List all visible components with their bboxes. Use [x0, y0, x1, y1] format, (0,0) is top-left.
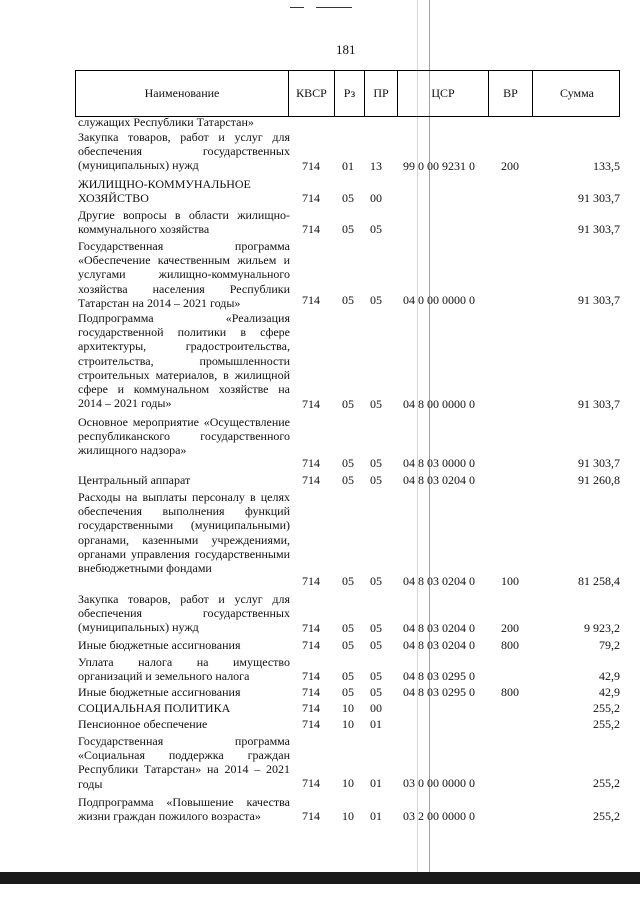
- row-sum: 79,2: [599, 637, 620, 652]
- scan-mark: [290, 7, 304, 8]
- row-sum: 255,2: [593, 808, 620, 823]
- header-csr: ЦСР: [398, 71, 489, 116]
- row-kvsr: 714: [302, 573, 320, 588]
- row-name: Центральный аппарат: [78, 473, 191, 487]
- row-sum: 91 303,7: [578, 190, 620, 205]
- row-rz: 05: [342, 620, 354, 635]
- row-rz: 05: [342, 637, 354, 652]
- row-sum: 42,9: [599, 668, 620, 683]
- row-pr: 01: [370, 716, 382, 731]
- row-rz: 05: [342, 668, 354, 683]
- row-rz: 10: [342, 775, 354, 790]
- row-sum: 255,2: [593, 716, 620, 731]
- header-vr: ВР: [489, 71, 533, 116]
- header-sum: Сумма: [560, 86, 594, 100]
- row-name: Расходы на выплаты персоналу в целях обеспечения выполнения функций государственными (муниципальными) органами, казенными учреждениями, органами управления государственными внебюджетными фондами: [78, 490, 290, 576]
- row-pr: 05: [370, 396, 382, 411]
- row-csr: 04 8 03 0204 0: [403, 637, 475, 652]
- row-vr: 100: [501, 573, 519, 588]
- header-pr: ПР: [365, 71, 398, 116]
- row-rz: 05: [342, 455, 354, 470]
- row-pr: 01: [370, 775, 382, 790]
- row-kvsr: 714: [302, 158, 320, 173]
- row-sum: 9 923,2: [584, 620, 620, 635]
- row-kvsr: 714: [302, 455, 320, 470]
- table-header: [75, 70, 620, 117]
- table-row: [75, 490, 620, 588]
- row-csr: 04 8 03 0295 0: [403, 684, 475, 699]
- row-csr: 04 8 03 0000 0: [403, 455, 475, 470]
- row-vr: 200: [501, 158, 519, 173]
- row-csr: 04 0 00 0000 0: [403, 292, 475, 307]
- row-pr: 00: [370, 700, 382, 715]
- row-csr: 03 0 00 0000 0: [403, 775, 475, 790]
- scan-mark: [316, 7, 352, 8]
- row-pr: 05: [370, 455, 382, 470]
- row-pr: 05: [370, 637, 382, 652]
- row-pr: 05: [370, 573, 382, 588]
- table-row: [75, 717, 620, 731]
- row-rz: 05: [342, 190, 354, 205]
- row-name: Уплата налога на имущество организаций и земельного налога: [78, 655, 290, 684]
- row-rz: 05: [342, 221, 354, 236]
- row-sum: 91 303,7: [578, 221, 620, 236]
- row-name: служащих Республики Татарстан»: [78, 115, 254, 129]
- row-sum: 91 303,7: [578, 396, 620, 411]
- row-name: Основное мероприятие «Осуществление республиканского государственного жилищного надзора»: [78, 415, 290, 458]
- table-row: [75, 115, 620, 129]
- row-name: Государственная программа «Обеспечение качественным жильем и услугами жилищно-коммунального хозяйства населения Республики Татарстан на 2014 – 2021 годы»: [78, 239, 290, 310]
- row-name: СОЦИАЛЬНАЯ ПОЛИТИКА: [78, 701, 231, 715]
- row-kvsr: 714: [302, 472, 320, 487]
- row-vr: 200: [501, 620, 519, 635]
- table-row: [75, 130, 620, 173]
- table-row: [75, 177, 620, 205]
- row-csr: 04 8 03 0204 0: [403, 620, 475, 635]
- header-kvsr: КВСР: [289, 71, 335, 116]
- table-row: [75, 208, 620, 236]
- row-csr: 04 8 03 0204 0: [403, 472, 475, 487]
- row-pr: 05: [370, 668, 382, 683]
- table-row: [75, 473, 620, 487]
- row-name: Иные бюджетные ассигнования: [78, 685, 241, 699]
- row-rz: 05: [342, 573, 354, 588]
- row-kvsr: 714: [302, 775, 320, 790]
- row-pr: 05: [370, 620, 382, 635]
- row-kvsr: 714: [302, 292, 320, 307]
- row-sum: 42,9: [599, 684, 620, 699]
- row-sum: 91 303,7: [578, 292, 620, 307]
- row-rz: 05: [342, 684, 354, 699]
- table-row: [75, 685, 620, 699]
- row-kvsr: 714: [302, 190, 320, 205]
- row-name: Другие вопросы в области жилищно-коммунального хозяйства: [78, 208, 290, 237]
- row-sum: 91 303,7: [578, 455, 620, 470]
- header-name: Наименование: [76, 71, 289, 116]
- row-name: Государственная программа «Социальная поддержка граждан Республики Татарстан» на 2014 – 2021 годы: [78, 734, 290, 791]
- row-pr: 01: [370, 808, 382, 823]
- row-name: Подпрограмма «Реализация государственной политики в сфере архитектуры, градостроительства, строительства, промышленности строительных материалов, в жилищной сфере и коммунальном хозяйстве на 2014 – 2021 годы»: [78, 311, 290, 411]
- row-name: Подпрограмма «Повышение качества жизни граждан пожилого возраста»: [78, 795, 290, 824]
- row-sum: 133,5: [593, 158, 620, 173]
- table-row: [75, 795, 620, 823]
- row-csr: 04 8 00 0000 0: [403, 396, 475, 411]
- row-sum: 91 260,8: [578, 472, 620, 487]
- table-row: [75, 734, 620, 790]
- scan-border: [0, 872, 640, 884]
- row-pr: 05: [370, 684, 382, 699]
- table-row: [75, 638, 620, 652]
- row-kvsr: 714: [302, 700, 320, 715]
- row-pr: 05: [370, 472, 382, 487]
- row-kvsr: 714: [302, 668, 320, 683]
- row-name: Иные бюджетные ассигнования: [78, 638, 241, 652]
- row-rz: 01: [342, 158, 354, 173]
- table-row: [75, 592, 620, 635]
- row-rz: 05: [342, 292, 354, 307]
- row-rz: 10: [342, 700, 354, 715]
- row-csr: 04 8 03 0204 0: [403, 573, 475, 588]
- row-csr: 03 2 00 0000 0: [403, 808, 475, 823]
- row-kvsr: 714: [302, 684, 320, 699]
- row-csr: 99 0 00 9231 0: [403, 158, 475, 173]
- table-row: [75, 655, 620, 683]
- row-name: Закупка товаров, работ и услуг для обеспечения государственных (муниципальных) нужд: [78, 592, 290, 635]
- row-pr: 13: [370, 158, 382, 173]
- page-margin: [0, 884, 640, 905]
- row-kvsr: 714: [302, 716, 320, 731]
- row-name: Пенсионное обеспечение: [78, 717, 208, 731]
- row-name: Закупка товаров, работ и услуг для обеспечения государственных (муниципальных) нужд: [78, 130, 290, 173]
- row-name: ЖИЛИЩНО-КОММУНАЛЬНОЕ ХОЗЯЙСТВО: [78, 177, 251, 206]
- table-row: [75, 311, 620, 411]
- table-row: [75, 415, 620, 470]
- row-rz: 10: [342, 808, 354, 823]
- row-sum: 81 258,4: [578, 573, 620, 588]
- row-rz: 05: [342, 472, 354, 487]
- row-sum: 255,2: [593, 700, 620, 715]
- row-csr: 04 8 03 0295 0: [403, 668, 475, 683]
- header-rz: Рз: [335, 71, 365, 116]
- row-pr: 05: [370, 221, 382, 236]
- row-vr: 800: [501, 684, 519, 699]
- page-number: 181: [336, 42, 356, 57]
- row-kvsr: 714: [302, 221, 320, 236]
- row-rz: 10: [342, 716, 354, 731]
- row-kvsr: 714: [302, 396, 320, 411]
- row-kvsr: 714: [302, 808, 320, 823]
- row-kvsr: 714: [302, 620, 320, 635]
- row-pr: 00: [370, 190, 382, 205]
- row-kvsr: 714: [302, 637, 320, 652]
- row-rz: 05: [342, 396, 354, 411]
- table-row: [75, 239, 620, 310]
- row-sum: 255,2: [593, 775, 620, 790]
- row-pr: 05: [370, 292, 382, 307]
- table-row: [75, 701, 620, 715]
- row-vr: 800: [501, 637, 519, 652]
